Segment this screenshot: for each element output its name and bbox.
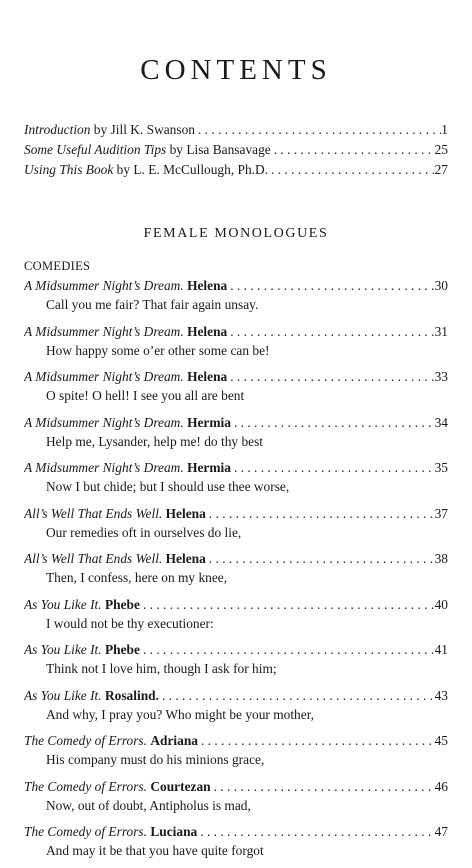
list-item[interactable] — [24, 367, 448, 413]
character-name: Courtezan — [150, 778, 211, 794]
monologue-first-line: Our remedies oft in ourselves do lie, — [46, 524, 242, 540]
play-title: All’s Well That Ends Well. — [24, 505, 163, 521]
dot-leader — [197, 822, 434, 842]
toc-page-number: 25 — [434, 142, 448, 157]
dot-leader — [271, 140, 435, 160]
character-name: Helena — [165, 551, 206, 566]
monologue-first-line: Call you me fair? That fair again unsay. — [46, 297, 259, 312]
category-heading: COMEDIES — [24, 259, 91, 273]
monologue-first-line: O spite! O hell! I see you all are bent — [46, 388, 245, 403]
play-title: A Midsummer Night’s Dream. — [24, 278, 184, 293]
dot-leader — [227, 276, 434, 296]
section-heading: FEMALE MONOLOGUES — [143, 226, 329, 241]
monologue-first-line: And may it be that you have quite forgot — [46, 843, 264, 858]
list-item[interactable] — [24, 549, 448, 595]
character-name: Helena — [165, 505, 206, 521]
play-title: A Midsummer Night’s Dream. — [24, 460, 184, 475]
list-item[interactable] — [24, 686, 448, 732]
dot-leader — [268, 160, 435, 180]
toc-page-number: 34 — [434, 414, 448, 430]
play-title: The Comedy of Errors. — [24, 778, 147, 794]
list-item[interactable] — [24, 504, 448, 550]
play-title: As You Like It. — [24, 642, 102, 657]
list-item[interactable] — [24, 777, 448, 823]
dot-leader — [195, 120, 441, 140]
monologue-first-line: Now, out of doubt, Antipholus is mad, — [46, 797, 251, 813]
play-title: All’s Well That Ends Well. — [24, 551, 163, 566]
page-title: CONTENTS — [140, 54, 332, 86]
toc-entry-byline: by Lisa Bansavage — [166, 142, 271, 157]
toc-page-number: 37 — [434, 505, 448, 521]
toc-page-number: 30 — [434, 278, 448, 293]
monologue-first-line: Now I but chide; but I should use thee worse, — [46, 479, 290, 494]
dot-leader — [140, 640, 435, 660]
toc-entry-using-this-book[interactable] — [24, 160, 448, 180]
toc-entry-byline: by L. E. McCullough, Ph.D. — [113, 162, 269, 177]
toc-page-number: 45 — [434, 733, 448, 748]
dot-leader — [227, 322, 434, 342]
play-title: A Midsummer Night’s Dream. — [24, 323, 184, 339]
toc-entry-title: Some Useful Audition Tips — [24, 142, 167, 157]
list-item[interactable] — [24, 322, 448, 368]
toc-entry-title: Using This Book — [24, 162, 114, 177]
monologue-first-line: Help me, Lysander, help me! do thy best — [46, 433, 264, 449]
toc-page-number: 35 — [434, 460, 448, 475]
character-name: Helena — [187, 369, 228, 384]
dot-leader — [159, 686, 435, 706]
monologue-first-line: His company must do his minions grace, — [46, 752, 265, 767]
dot-leader — [231, 413, 435, 433]
character-name: Adriana — [150, 733, 198, 748]
play-title: The Comedy of Errors. — [24, 824, 147, 839]
list-item[interactable] — [24, 731, 448, 777]
toc-page-number: 43 — [434, 687, 448, 703]
play-title: The Comedy of Errors. — [24, 733, 147, 748]
toc-page-number: 31 — [434, 323, 448, 339]
toc-page-number: 33 — [434, 369, 448, 384]
monologue-first-line: Think not I love him, though I ask for him; — [46, 661, 277, 676]
list-item[interactable] — [24, 822, 448, 868]
character-name: Hermia — [187, 460, 231, 475]
dot-leader — [231, 458, 435, 478]
monologue-list — [24, 276, 448, 868]
dot-leader — [211, 777, 435, 797]
character-name: Phebe — [104, 642, 140, 657]
list-item[interactable] — [24, 595, 448, 641]
monologue-first-line: And why, I pray you? Who might be your mother, — [46, 706, 314, 722]
list-item[interactable] — [24, 458, 448, 504]
toc-page-number: 27 — [434, 162, 448, 177]
toc-page-number: 38 — [434, 551, 448, 566]
play-title: As You Like It. — [24, 596, 102, 612]
toc-page-number: 41 — [434, 642, 448, 657]
toc-entry-byline: by Jill K. Swanson — [90, 122, 195, 137]
play-title: As You Like It. — [24, 687, 102, 703]
dot-leader — [227, 367, 434, 387]
character-name: Helena — [187, 278, 228, 293]
monologue-first-line: Then, I confess, here on my knee, — [46, 570, 228, 585]
dot-leader — [206, 549, 435, 569]
list-item[interactable] — [24, 640, 448, 686]
toc-entry-introduction[interactable] — [24, 120, 448, 140]
toc-page-number: 46 — [434, 778, 448, 794]
toc-page-number: 1 — [441, 122, 448, 137]
play-title: A Midsummer Night’s Dream. — [24, 414, 184, 430]
list-item[interactable] — [24, 276, 448, 322]
monologue-first-line: How happy some o’er other some can be! — [46, 342, 270, 358]
dot-leader — [198, 731, 435, 751]
character-name: Phebe — [104, 596, 140, 612]
toc-page-number: 40 — [434, 596, 448, 612]
toc-page-number: 47 — [434, 824, 448, 839]
toc-entry-audition-tips[interactable] — [24, 140, 448, 160]
play-title: A Midsummer Night’s Dream. — [24, 369, 184, 384]
front-matter-list — [24, 120, 448, 180]
dot-leader — [140, 595, 435, 615]
list-item[interactable] — [24, 413, 448, 459]
character-name: Helena — [187, 323, 228, 339]
dot-leader — [206, 504, 435, 524]
character-name: Luciana — [150, 824, 198, 839]
toc-entry-title: Introduction — [24, 122, 91, 137]
character-name: Hermia — [187, 414, 231, 430]
monologue-first-line: I would not be thy executioner: — [46, 615, 214, 631]
character-name: Rosalind. — [104, 687, 159, 703]
